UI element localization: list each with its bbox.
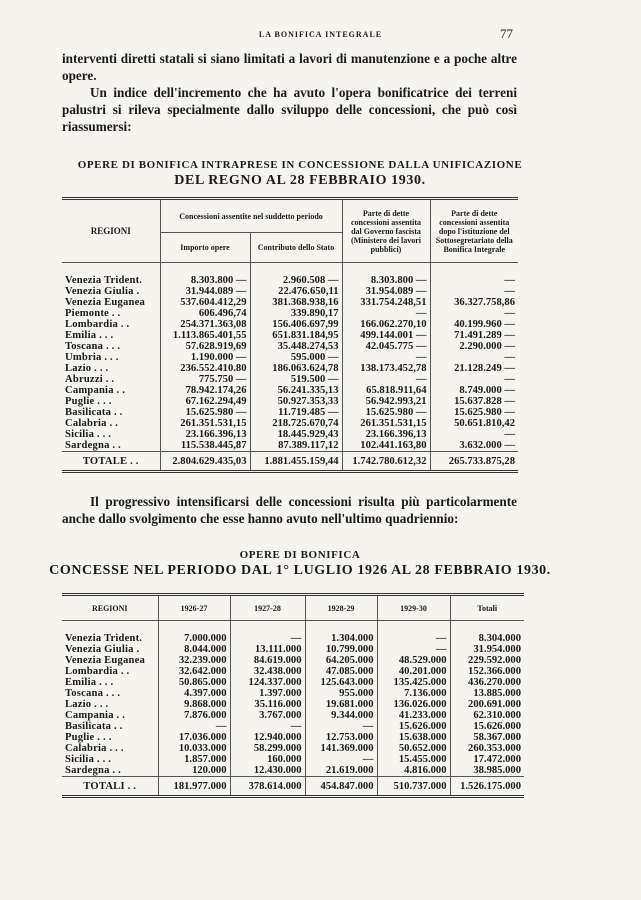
value-cell: 381.368.938,16	[250, 297, 342, 308]
value-cell: 23.166.396,13	[342, 429, 430, 440]
value-cell: 261.351.531,15	[342, 418, 430, 429]
value-cell: 229.592.000	[450, 655, 524, 666]
region-cell: Basilicata . .	[65, 720, 123, 732]
table-row	[62, 677, 524, 688]
value-cell: 254.371.363,08	[160, 319, 250, 330]
value-cell: 4.816.000	[377, 765, 450, 777]
value-cell: 56.241.335,13	[250, 385, 342, 396]
value-cell: —	[377, 633, 450, 644]
region-cell: Emilia . . .	[65, 329, 114, 341]
value-cell: 8.749.000 —	[430, 385, 518, 396]
value-cell: —	[430, 352, 518, 363]
paragraph-2: Un indice dell'incremento che ha avuto l'opera bonificatrice dei terreni palustri si rileva specialmente dallo sviluppo delle concessioni, che può così riassumersi:	[62, 85, 517, 134]
table-row	[62, 688, 524, 699]
value-cell: 12.940.000	[230, 732, 305, 743]
value-cell: 18.445.929,43	[250, 429, 342, 440]
spacer-cell	[230, 621, 305, 633]
total-cell: 1.742.780.612,32	[342, 451, 430, 471]
value-cell: 261.351.531,15	[160, 418, 250, 429]
table-row	[62, 363, 518, 374]
value-cell: 152.366.000	[450, 666, 524, 677]
value-cell: 32.642.000	[158, 666, 230, 677]
paragraph-1: interventi diretti statali si siano limitati a lavori di manutenzione e a poche altre opere.	[62, 51, 517, 83]
region-cell: Sicilia . . .	[65, 428, 112, 440]
value-cell: 13.885.000	[450, 688, 524, 699]
value-cell: 2.290.000 —	[430, 341, 518, 352]
table-row	[62, 418, 518, 429]
header-4: 1929-30	[377, 595, 450, 621]
table-row	[62, 765, 524, 777]
value-cell: 519.500 —	[250, 374, 342, 385]
table-row	[62, 385, 518, 396]
value-cell: 595.000 —	[250, 352, 342, 363]
region-cell: Campania . .	[65, 709, 126, 721]
value-cell: 136.026.000	[377, 699, 450, 710]
total-row	[62, 776, 524, 796]
value-cell: 339.890,17	[250, 308, 342, 319]
region-cell: Lombardia . .	[65, 318, 130, 330]
value-cell: 40.201.000	[377, 666, 450, 677]
value-cell: —	[305, 754, 377, 765]
spacer-cell	[450, 621, 524, 633]
table-row	[62, 440, 518, 452]
table-row	[62, 407, 518, 418]
value-cell: —	[230, 633, 305, 644]
table-row	[62, 721, 524, 732]
table-row	[62, 633, 524, 644]
value-cell: 955.000	[305, 688, 377, 699]
table-row	[62, 743, 524, 754]
value-cell: 47.085.000	[305, 666, 377, 677]
total-cell: 454.847.000	[305, 776, 377, 796]
value-cell: 36.327.758,86	[430, 297, 518, 308]
table-row	[62, 699, 524, 710]
value-cell: 35.116.000	[230, 699, 305, 710]
table-row	[62, 352, 518, 363]
value-cell: 15.625.980 —	[430, 407, 518, 418]
total-cell: 181.977.000	[158, 776, 230, 796]
header-fascista: Parte di dette concessioni assentita dal Governo fascista (Ministero dei lavori pubblici)	[342, 199, 430, 263]
value-cell: 141.369.000	[305, 743, 377, 754]
spacer-cell	[62, 263, 160, 275]
value-cell: 50.651.810,42	[430, 418, 518, 429]
table-row	[62, 319, 518, 330]
header-importo: Importo opere	[160, 233, 250, 263]
value-cell: 19.681.000	[305, 699, 377, 710]
value-cell: 125.643.000	[305, 677, 377, 688]
value-cell: 67.162.294,49	[160, 396, 250, 407]
table-row	[62, 396, 518, 407]
region-cell: Sicilia . . .	[65, 753, 112, 765]
value-cell: 38.985.000	[450, 765, 524, 777]
spacer-cell	[250, 263, 342, 275]
value-cell: 218.725.670,74	[250, 418, 342, 429]
value-cell: 57.628.919,69	[160, 341, 250, 352]
running-title: LA BONIFICA INTEGRALE	[258, 30, 383, 39]
value-cell: 58.299.000	[230, 743, 305, 754]
value-cell: 124.337.000	[230, 677, 305, 688]
table-row	[62, 655, 524, 666]
total-label: TOTALI . .	[62, 776, 158, 796]
table-row	[62, 754, 524, 765]
value-cell: 7.876.000	[158, 710, 230, 721]
region-cell: Basilicata . .	[65, 406, 123, 418]
header-regioni: REGIONI	[62, 199, 160, 263]
value-cell: 135.425.000	[377, 677, 450, 688]
value-cell: 31.954.089 —	[342, 286, 430, 297]
value-cell: —	[342, 374, 430, 385]
value-cell: 87.389.117,12	[250, 440, 342, 452]
value-cell: 15.625.980 —	[342, 407, 430, 418]
spacer-cell	[430, 263, 518, 275]
value-cell: —	[342, 352, 430, 363]
table-row	[62, 286, 518, 297]
value-cell: 499.144.001 —	[342, 330, 430, 341]
value-cell: 71.491.289 —	[430, 330, 518, 341]
value-cell: —	[430, 275, 518, 286]
value-cell: 11.719.485 —	[250, 407, 342, 418]
value-cell: 31.954.000	[450, 644, 524, 655]
table-row	[62, 275, 518, 286]
value-cell: 56.942.993,21	[342, 396, 430, 407]
value-cell: 102.441.163,80	[342, 440, 430, 452]
table2-title	[40, 547, 560, 579]
table2	[62, 593, 524, 798]
region-cell: Puglie . . .	[65, 731, 112, 743]
total-cell: 378.614.000	[230, 776, 305, 796]
page-number: 77	[500, 26, 513, 41]
value-cell: 22.476.650,11	[250, 286, 342, 297]
value-cell: 15.638.000	[377, 732, 450, 743]
table-row	[62, 710, 524, 721]
region-cell: Lazio . . .	[65, 698, 109, 710]
region-cell: Emilia . . .	[65, 676, 114, 688]
value-cell: 160.000	[230, 754, 305, 765]
value-cell: —	[430, 286, 518, 297]
value-cell: —	[158, 721, 230, 732]
value-cell: 10.033.000	[158, 743, 230, 754]
table-row	[62, 644, 524, 655]
value-cell: 12.430.000	[230, 765, 305, 777]
spacer-cell	[342, 263, 430, 275]
region-cell: Lombardia . .	[65, 665, 130, 677]
region-cell: Toscana . . .	[65, 340, 121, 352]
value-cell: 35.448.274,53	[250, 341, 342, 352]
value-cell: —	[430, 429, 518, 440]
value-cell: 115.538.445,87	[160, 440, 250, 452]
value-cell: 15.455.000	[377, 754, 450, 765]
value-cell: 537.604.412,29	[160, 297, 250, 308]
value-cell: 436.270.000	[450, 677, 524, 688]
region-cell: Venezia Giulia .	[65, 285, 140, 297]
region-cell: Venezia Trident.	[65, 274, 143, 286]
region-cell: Umbria . . .	[65, 351, 119, 363]
total-row	[62, 451, 518, 471]
region-cell: Venezia Euganea	[65, 296, 146, 308]
value-cell: 41.233.000	[377, 710, 450, 721]
value-cell: 58.367.000	[450, 732, 524, 743]
value-cell: 120.000	[158, 765, 230, 777]
value-cell: 260.353.000	[450, 743, 524, 754]
value-cell: 48.529.000	[377, 655, 450, 666]
value-cell: 138.173.452,78	[342, 363, 430, 374]
value-cell: 651.831.184,95	[250, 330, 342, 341]
value-cell: 12.753.000	[305, 732, 377, 743]
value-cell: 50.865.000	[158, 677, 230, 688]
value-cell: —	[377, 644, 450, 655]
header-2: 1927-28	[230, 595, 305, 621]
value-cell: 78.942.174,26	[160, 385, 250, 396]
value-cell: 2.960.508 —	[250, 275, 342, 286]
header-3: 1928-29	[305, 595, 377, 621]
total-cell: 510.737.000	[377, 776, 450, 796]
value-cell: 15.625.980 —	[160, 407, 250, 418]
value-cell: 23.166.396,13	[160, 429, 250, 440]
value-cell: 1.304.000	[305, 633, 377, 644]
value-cell: 42.045.775 —	[342, 341, 430, 352]
value-cell: 9.868.000	[158, 699, 230, 710]
table-row	[62, 330, 518, 341]
region-cell: Piemonte . .	[65, 307, 121, 319]
value-cell: 15.637.828 —	[430, 396, 518, 407]
value-cell: 156.406.697,99	[250, 319, 342, 330]
value-cell: 7.000.000	[158, 633, 230, 644]
value-cell: 50.927.353,33	[250, 396, 342, 407]
value-cell: 7.136.000	[377, 688, 450, 699]
value-cell: 10.799.000	[305, 644, 377, 655]
value-cell: 9.344.000	[305, 710, 377, 721]
region-cell: Lazio . . .	[65, 362, 109, 374]
value-cell: 17.472.000	[450, 754, 524, 765]
value-cell: 186.063.624,78	[250, 363, 342, 374]
table-row	[62, 374, 518, 385]
value-cell: 200.691.000	[450, 699, 524, 710]
total-cell: 2.804.629.435,03	[160, 451, 250, 471]
value-cell: 1.857.000	[158, 754, 230, 765]
value-cell: 64.205.000	[305, 655, 377, 666]
table-row	[62, 666, 524, 677]
region-cell: Abruzzi . .	[65, 373, 115, 385]
spacer-cell	[158, 621, 230, 633]
value-cell: 13.111.000	[230, 644, 305, 655]
value-cell: 15.626.000	[377, 721, 450, 732]
value-cell: 3.632.000 —	[430, 440, 518, 452]
value-cell: 8.303.800 —	[342, 275, 430, 286]
value-cell: 606.496,74	[160, 308, 250, 319]
region-cell: Calabria . .	[65, 417, 119, 429]
value-cell: —	[305, 721, 377, 732]
region-cell: Calabria . . .	[65, 742, 124, 754]
value-cell: 21.619.000	[305, 765, 377, 777]
region-cell: Puglie . . .	[65, 395, 112, 407]
table-row	[62, 308, 518, 319]
value-cell: —	[430, 308, 518, 319]
region-cell: Campania . .	[65, 384, 126, 396]
value-cell: 3.767.000	[230, 710, 305, 721]
spacer-row	[62, 263, 518, 275]
value-cell: 31.944.089 —	[160, 286, 250, 297]
region-cell: Toscana . . .	[65, 687, 121, 699]
header-0: REGIONI	[62, 595, 158, 621]
value-cell: 236.552.410.80	[160, 363, 250, 374]
value-cell: 84.619.000	[230, 655, 305, 666]
value-cell: —	[430, 374, 518, 385]
value-cell: 1.190.000 —	[160, 352, 250, 363]
value-cell: 32.438.000	[230, 666, 305, 677]
region-cell: Sardegna . .	[65, 764, 121, 776]
value-cell: 166.062.270,10	[342, 319, 430, 330]
table2-title-line1: OPERE DI BONIFICA	[239, 549, 361, 561]
region-cell: Venezia Euganea	[65, 654, 146, 666]
table-row	[62, 341, 518, 352]
value-cell: 50.652.000	[377, 743, 450, 754]
table-row	[62, 732, 524, 743]
paragraph-3: Il progressivo intensificarsi delle concessioni risulta più particolarmente anche dallo svolgimento che esse hanno avuto nell'ultimo quadriennio:	[62, 494, 517, 526]
table1	[62, 197, 518, 473]
value-cell: 65.818.911,64	[342, 385, 430, 396]
total-cell: 1.881.455.159,44	[250, 451, 342, 471]
value-cell: 331.754.248,51	[342, 297, 430, 308]
table-row	[62, 297, 518, 308]
table2-title-line2: CONCESSE NEL PERIODO DAL 1° LUGLIO 1926 AL 28 FEBBRAIO 1930.	[49, 563, 551, 578]
spacer-cell	[377, 621, 450, 633]
table1-title-line1: OPERE DI BONIFICA INTRAPRESE IN CONCESSIONE DALLA UNIFICAZIONE	[77, 159, 523, 171]
spacer-row	[62, 621, 524, 633]
spacer-cell	[305, 621, 377, 633]
value-cell: 1.397.000	[230, 688, 305, 699]
region-cell: Venezia Trident.	[65, 632, 143, 644]
total-label: TOTALE . .	[62, 451, 160, 471]
value-cell: 32.239.000	[158, 655, 230, 666]
region-cell: Sardegna . .	[65, 439, 121, 451]
value-cell: —	[230, 721, 305, 732]
value-cell: 62.310.000	[450, 710, 524, 721]
table1-title-line2: DEL REGNO AL 28 FEBBRAIO 1930.	[174, 173, 426, 188]
value-cell: 1.113.865.401,55	[160, 330, 250, 341]
total-cell: 265.733.875,28	[430, 451, 518, 471]
value-cell: 40.199.960 —	[430, 319, 518, 330]
value-cell: 8.304.000	[450, 633, 524, 644]
value-cell: 8.044.000	[158, 644, 230, 655]
header-bonifica: Parte di dette concessioni assentita dopo l'istituzione del Sottosegretariato della Bonifica Integrale	[430, 199, 518, 263]
spacer-cell	[160, 263, 250, 275]
header-1: 1926-27	[158, 595, 230, 621]
table-row	[62, 429, 518, 440]
value-cell: 17.036.000	[158, 732, 230, 743]
header-group: Concessioni assentite nel suddetto periodo	[160, 199, 342, 233]
total-cell: 1.526.175.000	[450, 776, 524, 796]
spacer-cell	[62, 621, 158, 633]
value-cell: —	[342, 308, 430, 319]
value-cell: 8.303.800 —	[160, 275, 250, 286]
value-cell: 21.128.249 —	[430, 363, 518, 374]
table1-title	[40, 157, 560, 189]
value-cell: 4.397.000	[158, 688, 230, 699]
header-contributo: Contributo dello Stato	[250, 233, 342, 263]
value-cell: 15.626.000	[450, 721, 524, 732]
region-cell: Venezia Giulia .	[65, 643, 140, 655]
value-cell: 775.750 —	[160, 374, 250, 385]
header-5: Totali	[450, 595, 524, 621]
